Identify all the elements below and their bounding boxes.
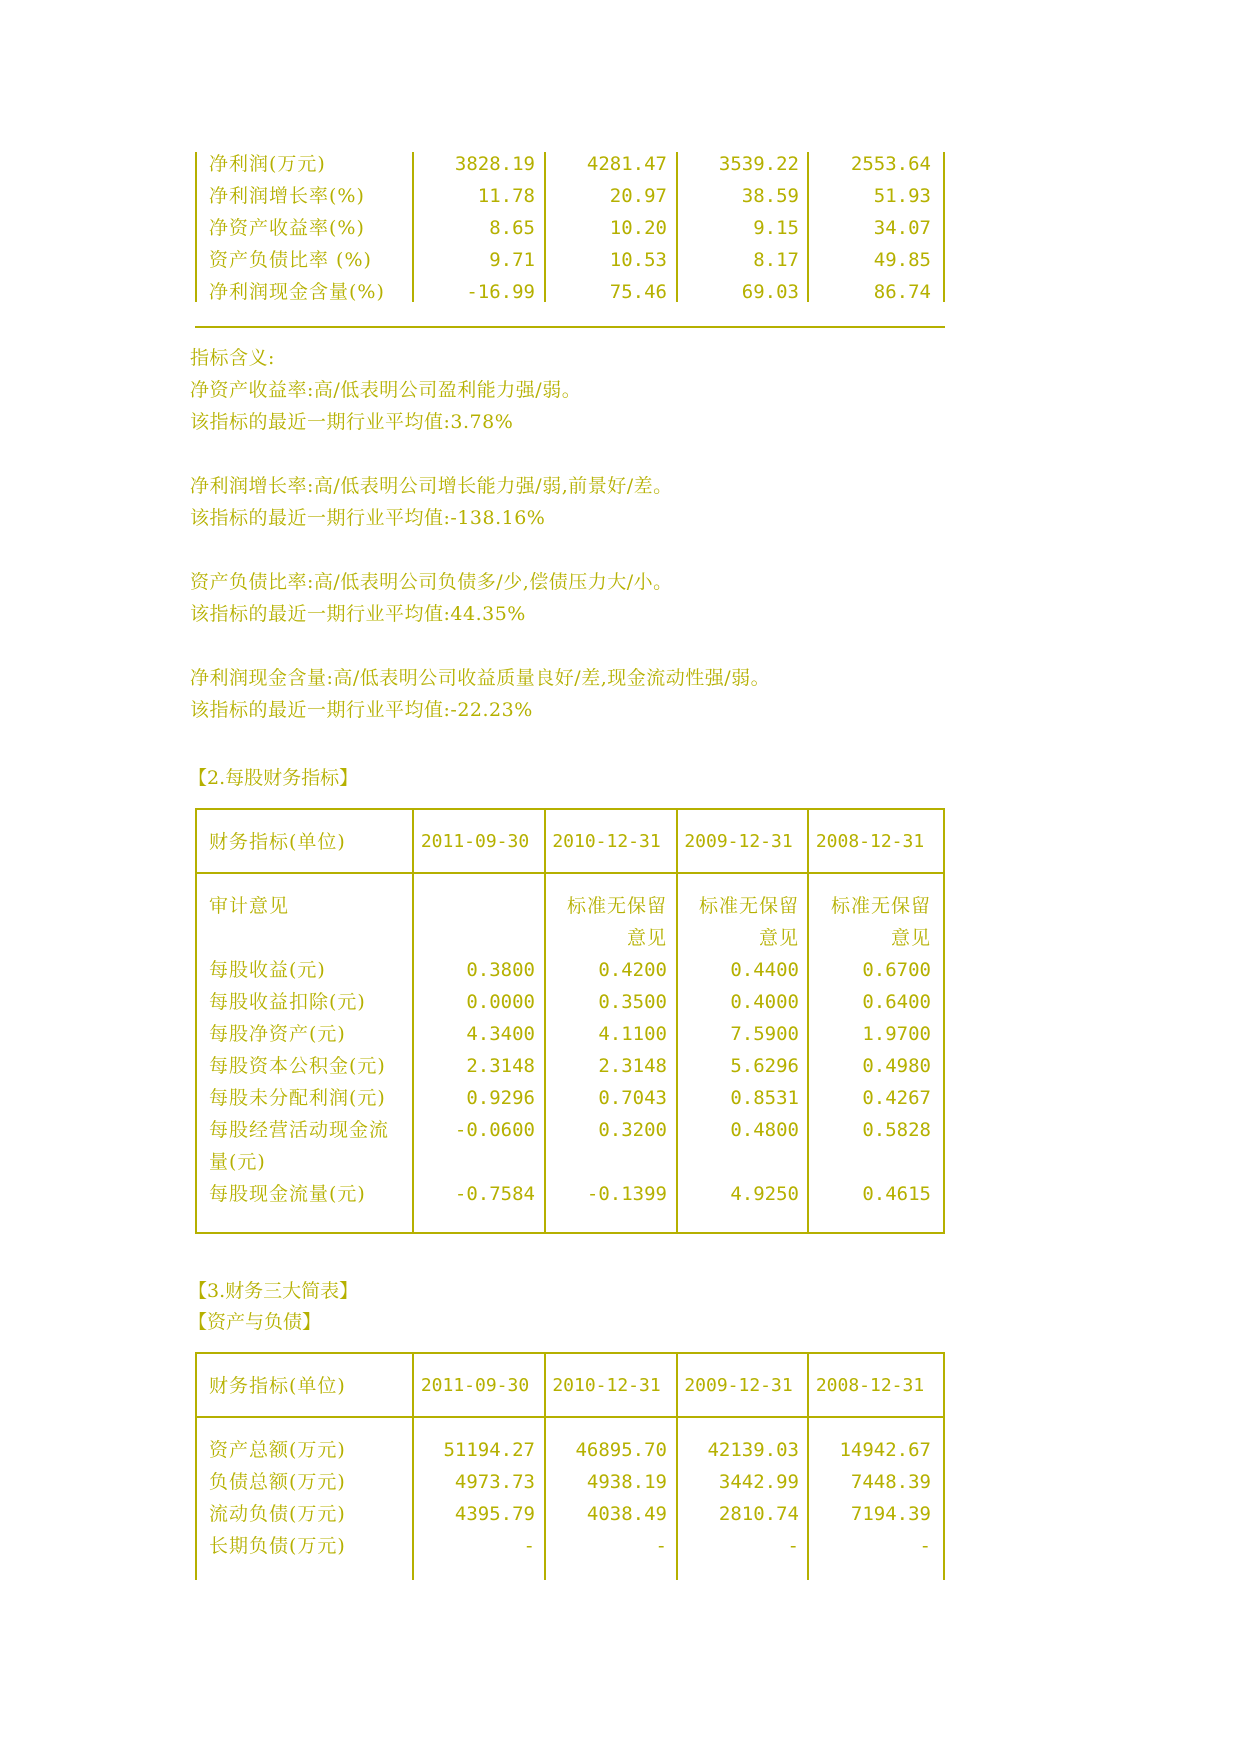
table-row: 负债总额(万元) 4973.73 4938.19 3442.99 7448.39 xyxy=(209,1471,931,1493)
table-row: 资产负债比率 (%) 9.71 10.53 8.17 49.85 xyxy=(209,249,931,271)
note-meaning: 净资产收益率:高/低表明公司盈利能力强/弱。 xyxy=(190,379,582,401)
table-row: 净资产收益率(%) 8.65 10.20 9.15 34.07 xyxy=(209,217,931,239)
section2-title: 【2.每股财务指标】 xyxy=(188,767,359,789)
table-row: 每股现金流量(元) -0.7584 -0.1399 4.9250 0.4615 xyxy=(209,1183,931,1205)
section3-title: 【3.财务三大简表】 xyxy=(188,1280,359,1302)
profitability-table xyxy=(195,148,945,328)
note-average: 该指标的最近一期行业平均值:-22.23% xyxy=(190,699,533,721)
table-row: 每股未分配利润(元) 0.9296 0.7043 0.8531 0.4267 xyxy=(209,1087,931,1109)
section3-subtitle: 【资产与负债】 xyxy=(188,1311,322,1333)
table-header-row: 财务指标(单位) 2011-09-30 2010-12-31 2009-12-31 2008-12-31 xyxy=(209,831,925,853)
table-row: 净利润(万元) 3828.19 4281.47 3539.22 2553.64 xyxy=(209,153,931,175)
note-average: 该指标的最近一期行业平均值:3.78% xyxy=(190,411,514,433)
table-row: 每股净资产(元) 4.3400 4.1100 7.5900 1.9700 xyxy=(209,1023,931,1045)
note-average: 该指标的最近一期行业平均值:44.35% xyxy=(190,603,526,625)
table-row: 量(元) xyxy=(209,1151,266,1173)
table-row: 净利润现金含量(%) -16.99 75.46 69.03 86.74 xyxy=(209,281,931,303)
note-meaning: 净利润增长率:高/低表明公司增长能力强/弱,前景好/差。 xyxy=(190,475,673,497)
table-row: 净利润增长率(%) 11.78 20.97 38.59 51.93 xyxy=(209,185,931,207)
table-row: 每股收益(元) 0.3800 0.4200 0.4400 0.6700 xyxy=(209,959,931,981)
table-row: 审计意见 标准无保留 标准无保留 标准无保留 xyxy=(209,895,931,917)
table-row: 流动负债(万元) 4395.79 4038.49 2810.74 7194.39 xyxy=(209,1503,931,1525)
note-average: 该指标的最近一期行业平均值:-138.16% xyxy=(190,507,546,529)
note-meaning: 资产负债比率:高/低表明公司负债多/少,偿债压力大/小。 xyxy=(190,571,673,593)
note-meaning: 净利润现金含量:高/低表明公司收益质量良好/差,现金流动性强/弱。 xyxy=(190,667,771,689)
notes-title: 指标含义: xyxy=(190,347,275,369)
table-header-row: 财务指标(单位) 2011-09-30 2010-12-31 2009-12-31 2008-12-31 xyxy=(209,1375,925,1397)
table-row: 每股经营活动现金流 -0.0600 0.3200 0.4800 0.5828 xyxy=(209,1119,931,1141)
table-row: 长期负债(万元) - - - - xyxy=(209,1535,931,1557)
table-row: 每股收益扣除(元) 0.0000 0.3500 0.4000 0.6400 xyxy=(209,991,931,1013)
table-row: 意见 意见 意见 xyxy=(626,927,931,949)
table-row: 资产总额(万元) 51194.27 46895.70 42139.03 14942.67 xyxy=(209,1439,931,1461)
per-share-table xyxy=(195,808,945,1234)
table-row: 每股资本公积金(元) 2.3148 2.3148 5.6296 0.4980 xyxy=(209,1055,931,1077)
assets-liabilities-table xyxy=(195,1352,945,1592)
